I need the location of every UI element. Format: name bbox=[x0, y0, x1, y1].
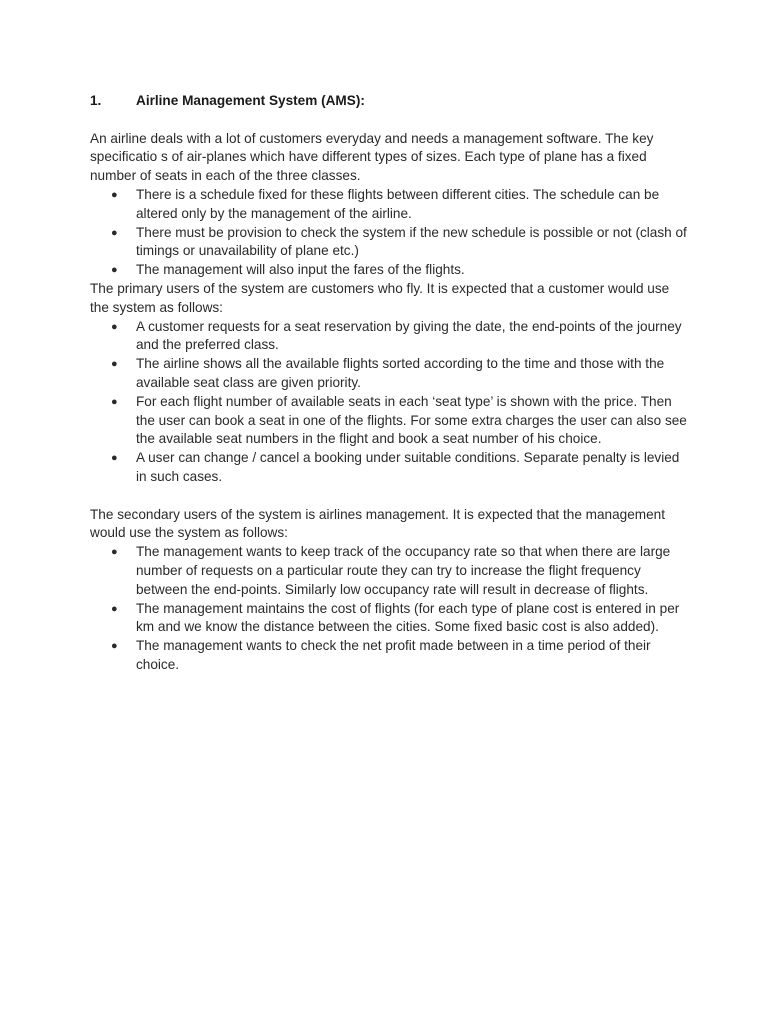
schedule-list bbox=[90, 186, 690, 280]
list-item bbox=[90, 543, 690, 599]
list-item bbox=[90, 261, 690, 280]
bullet-icon: ● bbox=[111, 358, 118, 371]
list-item bbox=[90, 637, 690, 675]
list-item-text: For each flight number of available seats in each ‘seat type’ is shown with the price. Then the user can book a seat in one of the flights. For some extra charges the user can also see the available seat numbers in the flight and book a seat number of his choice. bbox=[136, 393, 687, 447]
list-item-text: A customer requests for a seat reservation by giving the date, the end-points of the journey and the preferred class. bbox=[136, 318, 682, 353]
customer-use-list bbox=[90, 318, 690, 487]
list-item-text: The airline shows all the available flights sorted according to the time and those with the available seat class are given priority. bbox=[136, 356, 665, 390]
intro-paragraph: An airline deals with a lot of customers everyday and needs a management software. The key specificatio s of air-planes which have different types of sizes. Each type of plane has a fixed number of seats in each of the three classes. bbox=[90, 130, 654, 184]
section-number: 1. bbox=[90, 93, 102, 108]
list-item-text: The management wants to check the net profit made between in a time period of their choice. bbox=[136, 638, 651, 672]
bullet-icon: ● bbox=[111, 395, 118, 408]
bullet-icon: ● bbox=[111, 264, 118, 277]
list-item bbox=[90, 224, 690, 262]
bullet-icon: ● bbox=[111, 320, 118, 333]
list-item-text: A user can change / cancel a booking under suitable conditions. Separate penalty is levied in such cases. bbox=[136, 450, 680, 484]
list-item bbox=[90, 355, 690, 393]
document-page bbox=[90, 92, 690, 675]
list-item bbox=[90, 393, 690, 449]
list-item-text: The management maintains the cost of flights (for each type of plane cost is entered in per km and we know the distance between the cities. Some fixed basic cost is also added). bbox=[136, 600, 680, 635]
bullet-icon: ● bbox=[111, 452, 118, 465]
list-item-text: There must be provision to check the system if the new schedule is possible or not (clash of timings or unavailability of plane etc.) bbox=[136, 224, 687, 259]
bullet-icon: ● bbox=[111, 188, 118, 201]
secondary-users-paragraph: The secondary users of the system is airlines management. It is expected that the management would use the system as follows: bbox=[90, 506, 666, 541]
bullet-icon: ● bbox=[111, 226, 118, 239]
section-title: Airline Management System (AMS): bbox=[136, 93, 365, 108]
list-item-text: The management will also input the fares of the flights. bbox=[136, 262, 465, 278]
primary-users-paragraph: The primary users of the system are customers who fly. It is expected that a customer would use the system as follows: bbox=[90, 280, 670, 315]
paragraph-gap bbox=[90, 487, 690, 506]
management-use-list bbox=[90, 543, 690, 675]
bullet-icon: ● bbox=[111, 546, 118, 559]
list-item bbox=[90, 449, 690, 487]
list-item-text: There is a schedule fixed for these flights between different cities. The schedule can be altered only by the management of the airline. bbox=[136, 186, 660, 221]
list-item bbox=[90, 186, 690, 224]
list-item bbox=[90, 318, 690, 356]
list-item-text: The management wants to keep track of the occupancy rate so that when there are large number of requests on a particular route they can try to increase the flight frequency between the end-points. Similarly low occupancy rate will result in decrease of flights. bbox=[136, 544, 671, 597]
bullet-icon: ● bbox=[111, 602, 118, 615]
bullet-icon: ● bbox=[111, 640, 118, 653]
section-heading bbox=[90, 92, 690, 111]
list-item bbox=[90, 600, 690, 638]
